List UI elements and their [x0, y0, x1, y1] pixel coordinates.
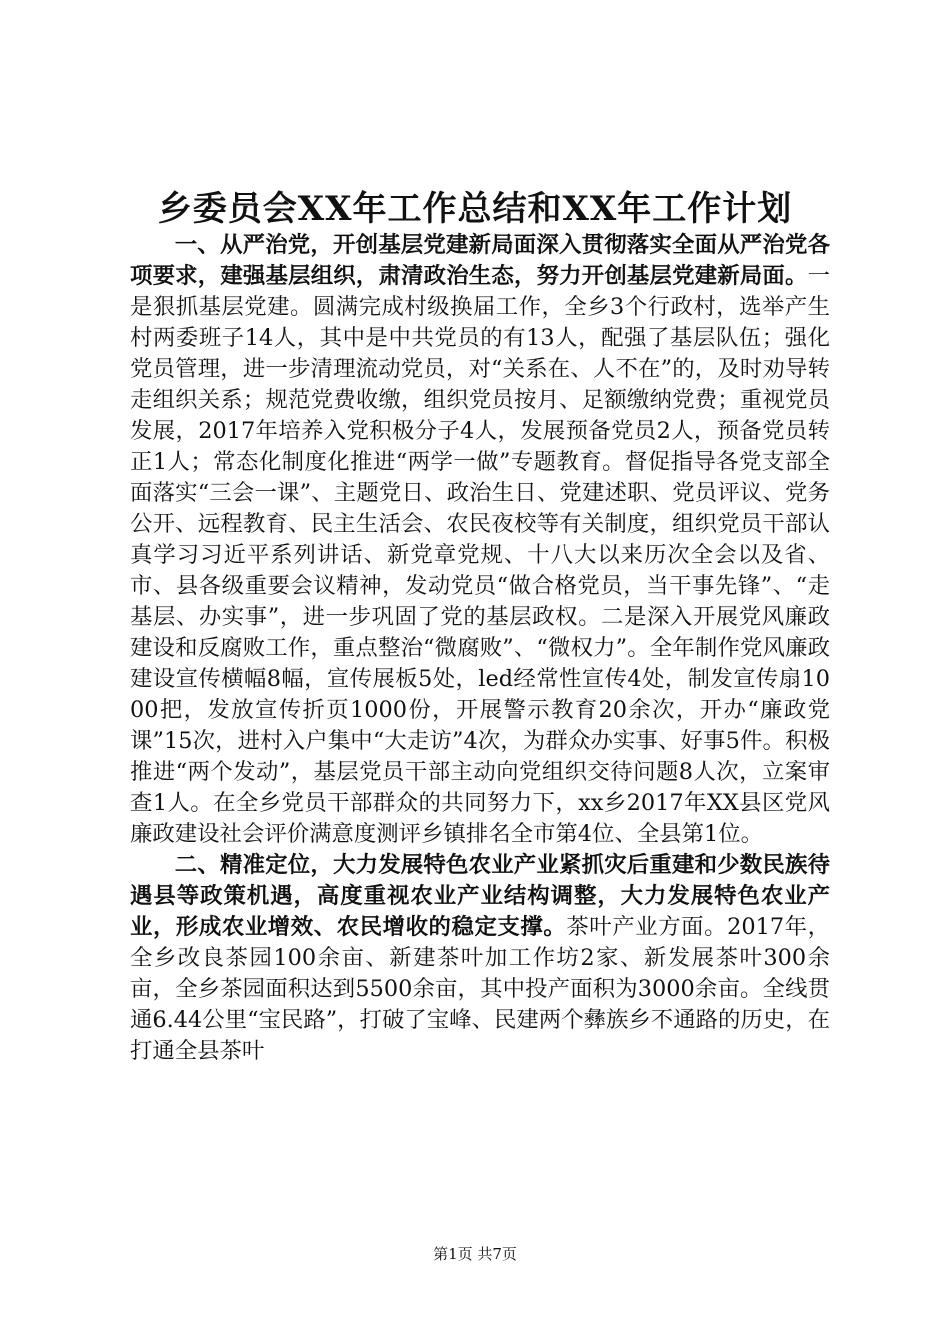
document-title: 乡委员会XX年工作总结和XX年工作计划 — [157, 189, 793, 229]
paragraph-2 — [130, 850, 830, 1067]
document-body — [130, 230, 830, 1067]
paragraph-2-text: 茶叶产业方面。2017年，全乡改良茶园100余亩、新建茶叶加工作坊2家、新发展茶叶300余亩，全乡茶园面积达到5500余亩，其中投产面积为3000余亩。全线贯通6.44公里“宝民路”，打破了宝峰、民建两个彝族乡不通路的历史，在打通全县茶叶 — [130, 914, 831, 1064]
paragraph-1-heading: 一、从严治党，开创基层党建新局面深入贯彻落实全面从严治党各项要求，建强基层组织，肃清政治生态，努力开创基层党建新局面。 — [130, 232, 830, 289]
paragraph-1-text: 一是狠抓基层党建。圆满完成村级换届工作，全乡3个行政村，选举产生村两委班子14人，其中是中共党员的有13人，配强了基层队伍；强化党员管理，进一步清理流动党员，对“关系在、人不在”的，及时劝导转走组织关系；规范党费收缴，组织党员按月、足额缴纳党费；重视党员发展，2017年培养入党积极分子4人，发展预备党员2人，预备党员转正1人；常态化制度化推进“两学一做”专题教育。督促指导各党支部全面落实“三会一课”、主题党日、政治生日、党建述职、党员评议、党务公开、远程教育、民主生活会、农民夜校等有关制度，组织党员干部认真学习习近平系列讲话、新党章党规、十八大以来历次全会以及省、市、县各级重要会议精神，发动党员“做合格党员，当干事先锋”、“走基层、办实事”，进一步巩固了党的基层政权。二是深入开展党风廉政建设和反腐败工作，重点整治“微腐败”、“微权力”。全年制作党风廉政建设宣传横幅8幅，宣传展板5处，led经常性宣传4处，制发宣传扇1000把，发放宣传折页1000份，开展警示教育20余次，开办“廉政党课”15次，进村入户集中“大走访”4次，为群众办实事、好事5件。积极推进“两个发动”，基层党员干部主动向党组织交待问题8人次，立案审查1人。在全乡党员干部群众的共同努力下，xx乡2017年XX县区党风廉政建设社会评价满意度测评乡镇排名全市第4位、全县第1位。 — [130, 263, 830, 847]
paragraph-1 — [130, 230, 830, 850]
paragraph-2-heading: 二、精准定位，大力发展特色农业产业紧抓灾后重建和少数民族待遇县等政策机遇，高度重视农业产业结构调整，大力发展特色农业产业，形成农业增效、农民增收的稳定支撑。 — [130, 852, 830, 940]
page-number-footer: 第1页 共7页 — [433, 1245, 517, 1263]
